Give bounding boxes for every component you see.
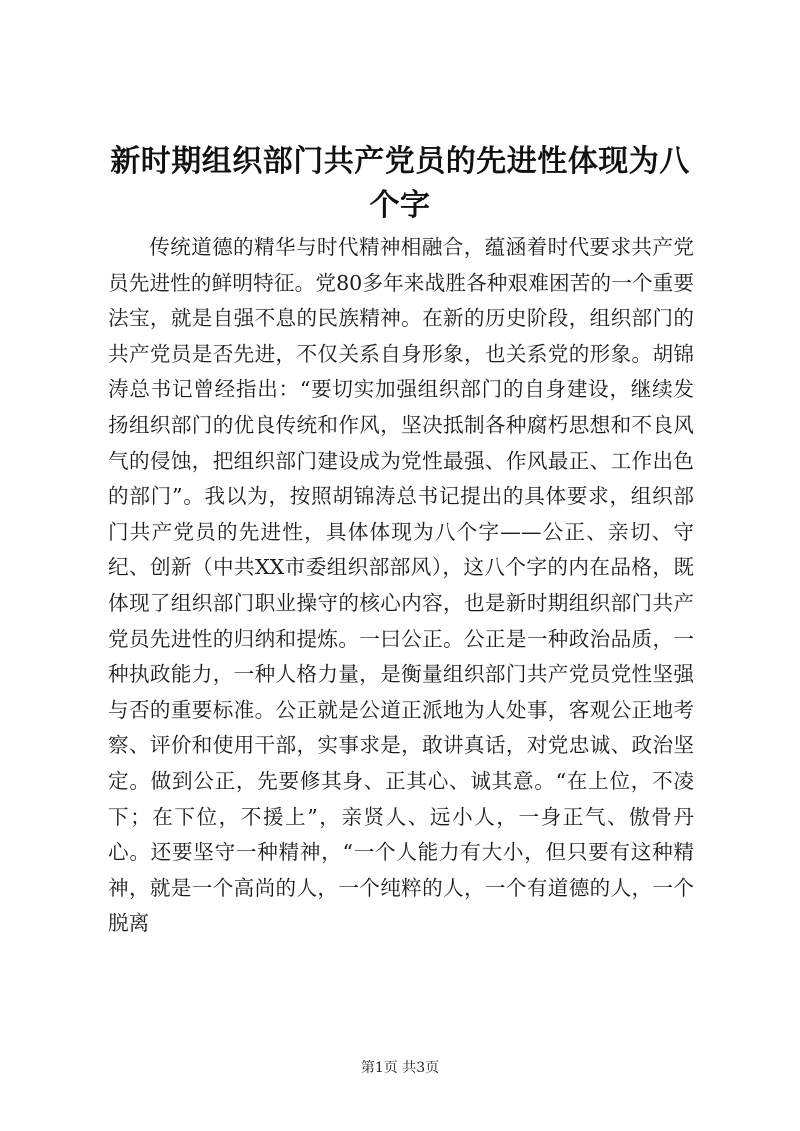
body-paragraph: 传统道德的精华与时代精神相融合，蕴涵着时代要求共产党员先进性的鲜明特征。党80多年来战胜各种艰难困苦的一个重要法宝，就是自强不息的民族精神。在新的历史阶段，组织部门的共产党员是否先进，不仅关系自身形象，也关系党的形象。胡锦涛总书记曾经指出：“要切实加强组织部门的自身建设，继续发扬组织部门的优良传统和作风，坚决抵制各种腐朽思想和不良风气的侵蚀，把组织部门建设成为党性最强、作风最正、工作出色的部门”。我以为，按照胡锦涛总书记提出的具体要求，组织部门共产党员的先进性，具体体现为八个字——公正、亲切、守纪、创新（中共XX市委组织部部风），这八个字的内在品格，既体现了组织部门职业操守的核心内容，也是新时期组织部门共产党员先进性的归纳和提炼。一曰公正。公正是一种政治品质，一种执政能力，一种人格力量，是衡量组织部门共产党员党性坚强与否的重要标准。公正就是公道正派地为人处事，客观公正地考察、评价和使用干部，实事求是，敢讲真话，对党忠诚、政治坚定。做到公正，先要修其身、正其心、诚其意。“在上位，不凌下；在下位，不援上”，亲贤人、远小人，一身正气、傲骨丹心。还要坚守一种精神，“一个人能力有大小，但只要有这种精神，就是一个高尚的人，一个纯粹的人，一个有道德的人，一个脱离 [108, 235, 694, 936]
page-footer: 第1页 共3页 [360, 1060, 440, 1076]
page-title: 新时期组织部门共产党员的先进性体现为八个字 [110, 144, 690, 223]
